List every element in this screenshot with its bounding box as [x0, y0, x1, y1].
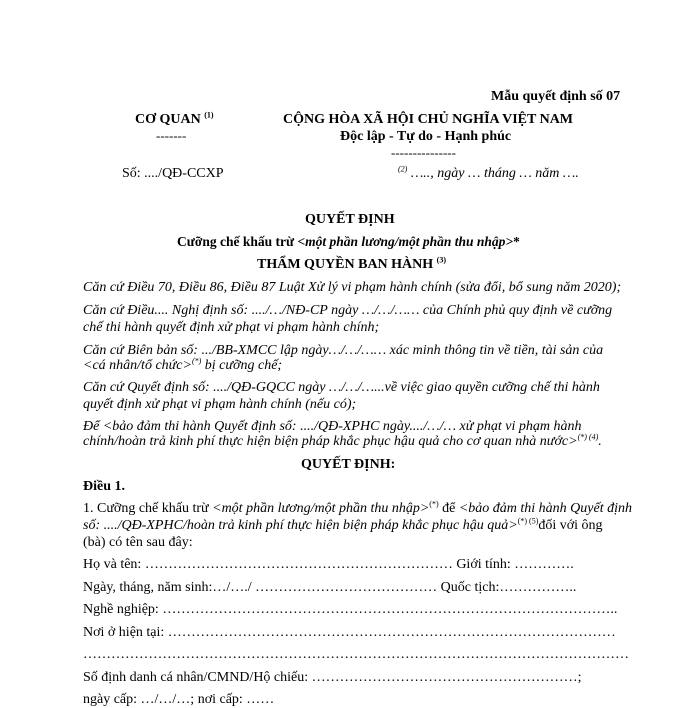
article-line1-b: <một phần lương/một phần thu nhập>	[212, 501, 430, 516]
place-date	[398, 166, 579, 182]
basis-5-line2	[83, 434, 602, 450]
subtitle-suffix: *	[513, 234, 520, 249]
country-name: CỘNG HÒA XÃ HỘI CHỦ NGHĨA VIỆT NAM	[283, 112, 574, 127]
article-line1-e: <bảo đảm thi hành Quyết định	[458, 501, 632, 516]
article-line2-a: số: ..../QĐ-XPHC/hoàn trả kinh phí thực hiện biện pháp khắc phục hậu quả>	[83, 518, 518, 533]
decision-heading: QUYẾT ĐỊNH:	[301, 457, 396, 472]
field-issued: ngày cấp: …/…/…; nơi cấp: ……	[83, 692, 275, 707]
article-line2-b: (*) (5)	[517, 516, 539, 526]
article-line1-d: để	[438, 501, 459, 516]
document-title: QUYẾT ĐỊNH	[305, 212, 395, 227]
field-name: Họ và tên: ………………………………………………………… Giới tính: ………….	[83, 557, 574, 572]
basis-3-line2	[83, 358, 282, 374]
agency-dashes: -------	[156, 128, 187, 143]
field-address-cont: ………………………………………………………………………………………………………	[83, 647, 629, 662]
article-line1-c: (*)	[429, 499, 439, 509]
subtitle-italic: <một phần lương/một phần thu nhập>	[297, 234, 514, 249]
basis-5-end: .	[598, 434, 602, 449]
document-subtitle	[177, 234, 520, 250]
field-occupation: Nghề nghiệp: ……………………………………………………………………………………..	[83, 602, 618, 617]
place-note: (2)	[398, 164, 408, 174]
national-motto: Độc lập - Tự do - Hạnh phúc	[340, 129, 512, 144]
article-1-line2	[83, 518, 603, 534]
field-id-number: Số định danh cá nhân/CMND/Hộ chiếu: …………………………………………………;	[83, 670, 582, 685]
issuing-authority	[257, 257, 446, 273]
article-1-title: Điều 1.	[83, 479, 125, 494]
field-address: Nơi ở hiện tại: ……………………………………………………………………………………	[83, 625, 616, 640]
basis-3-note: (*)	[191, 356, 202, 366]
basis-5-line1: Để <bảo đảm thi hành Quyết định số: ..../QĐ-XPHC ngày..../…/… xử phạt vi phạm hành	[83, 419, 582, 434]
basis-5-note: (*) (4)	[577, 432, 599, 442]
basis-2-line2: chế thi hành quyết định xử phạt vi phạm hành chính;	[83, 320, 380, 335]
basis-3-entity: <cá nhân/tổ chức>	[83, 358, 192, 373]
basis-4-line2: quyết định xử phạt vi phạm hành chính (nếu có);	[83, 397, 357, 412]
basis-4-line1: Căn cứ Quyết định số: ..../QĐ-GQCC ngày …/…/…...về việc giao quyền cưỡng chế thi hành	[83, 380, 600, 395]
article-1-line1	[83, 501, 632, 517]
authority-note: (3)	[436, 255, 446, 265]
document-number: Số: ..../QĐ-CCXP	[122, 166, 224, 181]
subtitle-prefix: Cưỡng chế khấu trừ	[177, 234, 298, 249]
field-dob: Ngày, tháng, năm sinh:…/…./ ………………………………… Quốc tịch:……………..	[83, 580, 577, 595]
authority-text: THẨM QUYỀN BAN HÀNH	[257, 257, 434, 272]
article-1-line3: (bà) có tên sau đây:	[83, 535, 193, 550]
agency-label: CƠ QUAN	[135, 112, 201, 127]
place-date-text: ….., ngày … tháng … năm ….	[410, 166, 579, 181]
basis-3-tail: bị cưỡng chế;	[201, 358, 283, 373]
basis-1: Căn cứ Điều 70, Điều 86, Điều 87 Luật Xử lý vi phạm hành chính (sửa đổi, bổ sung năm 2020);	[83, 280, 622, 295]
basis-3-line1: Căn cứ Biên bản số: .../BB-XMCC lập ngày…/…/…… xác minh thông tin về tiền, tài sản của	[83, 343, 604, 358]
form-number: Mẫu quyết định số 07	[491, 89, 621, 104]
article-line2-c: đối với ông	[538, 518, 603, 533]
agency-note: (1)	[204, 110, 214, 120]
basis-2-line1: Căn cứ Điều.... Nghị định số: ..../…/NĐ-CP ngày …/…/…… của Chính phủ quy định về cưỡng	[83, 303, 613, 318]
basis-5-text: chính/hoàn trả kinh phí thực hiện biện pháp khắc phục hậu quả cho cơ quan nhà nước>	[83, 434, 578, 449]
article-line1-a: 1. Cưỡng chế khấu trừ	[83, 501, 213, 516]
motto-dashes: ---------------	[391, 145, 456, 160]
agency-name	[135, 112, 214, 128]
